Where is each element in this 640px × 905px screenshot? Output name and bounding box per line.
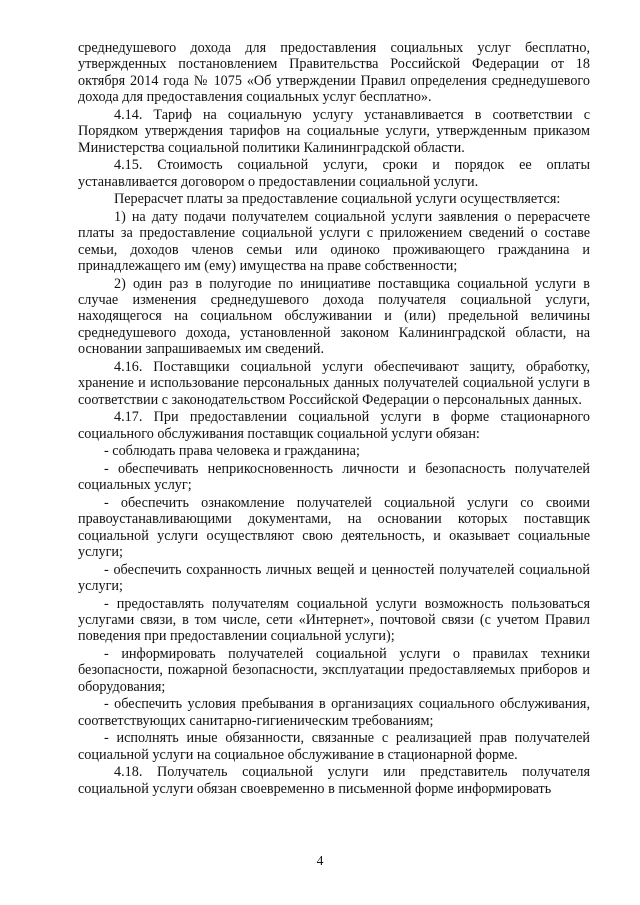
list-item-rights: - соблюдать права человека и гражданина; <box>104 443 360 460</box>
paragraph-recalculation-heading: Перерасчет платы за предоставление социальной услуги осуществляется: <box>114 191 561 208</box>
paragraph-4-14: 4.14. Тариф на социальную услугу устанавливается в соответствии с Порядком утверждения тарифов на социальные услуги, утвержденным приказом Министерства социальной политики Калининградской области. <box>78 106 590 156</box>
paragraph-4-15: 4.15. Стоимость социальной услуги, сроки и порядок ее оплаты устанавливается договором о предоставлении социальной услуги. <box>78 157 590 190</box>
document-page <box>78 40 590 798</box>
paragraph-4-18: 4.18. Получатель социальной услуги или представитель получателя социальной услуги обязан своевременно в письменной форме информировать <box>78 764 590 797</box>
paragraph-recalculation-item-2: 2) один раз в полугодие по инициативе поставщика социальной услуги в случае изменения среднедушевого дохода получателя социальной услуги, находящегося на социальном обслуживании и (или) предельной величины среднедушевого дохода, установленной законом Калининградской области, на основании запрашиваемых им сведений. <box>78 275 590 358</box>
list-item-familiarization: - обеспечить ознакомление получателей социальной услуги со своими правоустанавливающими документами, на основании которых поставщик социальной услуги осуществляют свою деятельность, и оказывает социальные услуги; <box>78 494 590 561</box>
list-item-belongings: - обеспечить сохранность личных вещей и ценностей получателей социальной услуги; <box>78 561 590 595</box>
page-number: 4 <box>316 853 324 868</box>
list-item-communications: - предоставлять получателям социальной услуги возможность пользоваться услугами связи, в том числе, сети «Интернет», почтовой связи (с учетом Правил поведения при предоставлении социальной услуги); <box>78 595 590 645</box>
paragraph-4-17: 4.17. При предоставлении социальной услуги в форме стационарного социального обслуживания поставщик социальной услуги обязан: <box>78 409 590 442</box>
list-item-other-duties: - исполнять иные обязанности, связанные с реализацией прав получателей социальной услуги на социальное обслуживание в стационарной форме. <box>78 730 590 763</box>
list-item-inviolability: - обеспечивать неприкосновенность личности и безопасность получателей социальных услуг; <box>78 460 590 494</box>
paragraph-intro-continuation: среднедушевого дохода для предоставления социальных услуг бесплатно, утвержденных постановлением Правительства Российской Федерации от 18 октября 2014 года № 1075 «Об утверждении Правил определения среднедушевого дохода для предоставления социальных услуг бесплатно». <box>78 40 590 106</box>
list-item-safety-info: - информировать получателей социальной услуги о правилах техники безопасности, пожарной безопасности, эксплуатации предоставляемых приборов и оборудования; <box>78 646 590 695</box>
list-item-conditions: - обеспечить условия пребывания в организациях социального обслуживания, соответствующих санитарно-гигиеническим требованиям; <box>78 696 590 729</box>
paragraph-recalculation-item-1: 1) на дату подачи получателем социальной услуги заявления о перерасчете платы за предоставление социальной услуги с приложением сведений о составе семьи, доходов членов семьи или одиноко проживающего гражданина и принадлежащего им (ему) имущества на праве собственности; <box>78 208 590 275</box>
paragraph-4-16: 4.16. Поставщики социальной услуги обеспечивают защиту, обработку, хранение и использование персональных данных получателей социальной услуги в соответствии с законодательством Российской Федерации о персональных данных. <box>78 358 590 408</box>
